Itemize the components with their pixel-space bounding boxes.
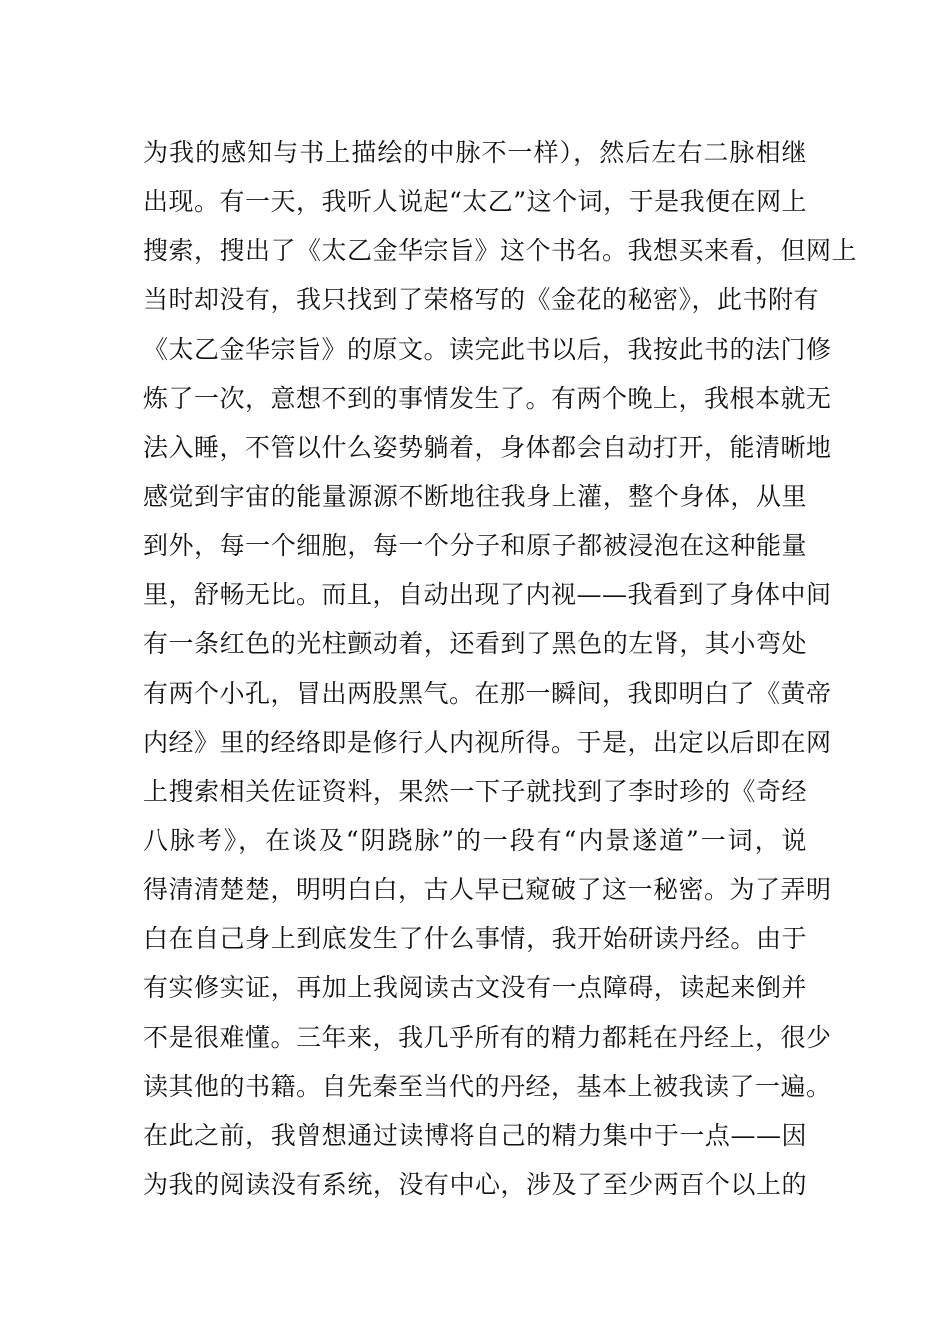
body-text	[143, 128, 858, 1209]
text-line: 为我的感知与书上描绘的中脉不一样），然后左右二脉相继	[143, 138, 807, 167]
text-line: 白在自己身上到底发生了什么事情，我开始研读丹经。由于	[143, 924, 807, 954]
text-line: 上搜索相关佐证资料，果然一下子就找到了李时珍的《奇经	[143, 776, 807, 806]
text-line: 有两个小孔，冒出两股黑气。在那一瞬间，我即明白了《黄帝	[143, 678, 832, 708]
text-line: 八脉考》，在谈及“阴跷脉”的一段有“内景遂道”一词，说	[143, 825, 807, 855]
text-line: 有实修实证，再加上我阅读古文没有一点障碍，读起来倒并	[143, 973, 807, 1003]
text-line: 得清清楚楚，明明白白，古人早已窥破了这一秘密。为了弄明	[143, 875, 832, 905]
text-line: 感觉到宇宙的能量源源不断地往我身上灌，整个身体，从里	[143, 481, 807, 511]
text-line: 在此之前，我曾想通过读博将自己的精力集中于一点——因	[143, 1120, 807, 1150]
text-line: 不是很难懂。三年来，我几乎所有的精力都耗在丹经上，很少	[143, 1022, 832, 1052]
text-line: 有一条红色的光柱颤动着，还看到了黑色的左肾，其小弯处	[143, 629, 807, 659]
text-line: 到外，每一个细胞，每一个分子和原子都被浸泡在这种能量	[143, 531, 807, 561]
text-line: 读其他的书籍。自先秦至当代的丹经，基本上被我读了一遍。	[143, 1071, 832, 1101]
text-line: 为我的阅读没有系统，没有中心，涉及了至少两百个以上的	[143, 1169, 807, 1199]
text-line: 《太乙金华宗旨》的原文。读完此书以后，我按此书的法门修	[143, 334, 832, 364]
text-line: 里，舒畅无比。而且，自动出现了内视——我看到了身体中间	[143, 580, 832, 610]
text-line: 搜索，搜出了《太乙金华宗旨》这个书名。我想买来看，但网上	[143, 236, 858, 266]
text-line: 当时却没有，我只找到了荣格写的《金花的秘密》，此书附有	[143, 285, 820, 315]
text-line: 法入睡，不管以什么姿势躺着，身体都会自动打开，能清晰地	[143, 432, 832, 462]
text-line: 内经》里的经络即是修行人内视所得。于是，出定以后即在网	[143, 727, 832, 757]
text-line: 出现。有一天，我听人说起“太乙”这个词，于是我便在网上	[143, 187, 808, 217]
text-line: 炼了一次，意想不到的事情发生了。有两个晚上，我根本就无	[143, 383, 832, 413]
